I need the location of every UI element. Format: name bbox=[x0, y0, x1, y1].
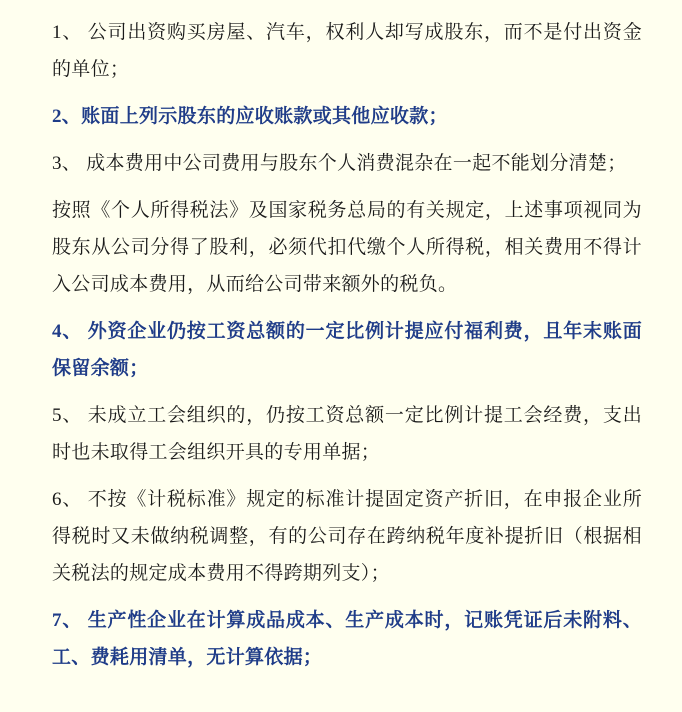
paragraph-item-7: 7、 生产性企业在计算成品成本、生产成本时，记账凭证后未附料、工、费耗用清单，无计算依据； bbox=[52, 610, 642, 668]
paragraph-item-6: 6、 不按《计税标准》规定的标准计提固定资产折旧，在申报企业所得税时又未做纳税调整，有的公司存在跨纳税年度补提折旧（根据相关税法的规定成本费用不得跨期列支）； bbox=[52, 489, 642, 584]
paragraph-item-5: 5、 未成立工会组织的，仍按工资总额一定比例计提工会经费，支出时也未取得工会组织开具的专用单据； bbox=[52, 405, 642, 463]
paragraph-item-3: 3、 成本费用中公司费用与股东个人消费混杂在一起不能划分清楚； bbox=[52, 153, 627, 174]
paragraph-item-1: 1、 公司出资购买房屋、汽车，权利人却写成股东，而不是付出资金的单位； bbox=[52, 22, 642, 80]
paragraph-note-1: 按照《个人所得税法》及国家税务总局的有关规定，上述事项视同为股东从公司分得了股利，必须代扣代缴个人所得税，相关费用不得计入公司成本费用，从而给公司带来额外的税负。 bbox=[52, 200, 642, 295]
paragraph-item-4: 4、 外资企业仍按工资总额的一定比例计提应付福利费，且年末账面保留余额； bbox=[52, 321, 642, 379]
paragraph-item-2: 2、账面上列示股东的应收账款或其他应收款； bbox=[52, 106, 448, 127]
